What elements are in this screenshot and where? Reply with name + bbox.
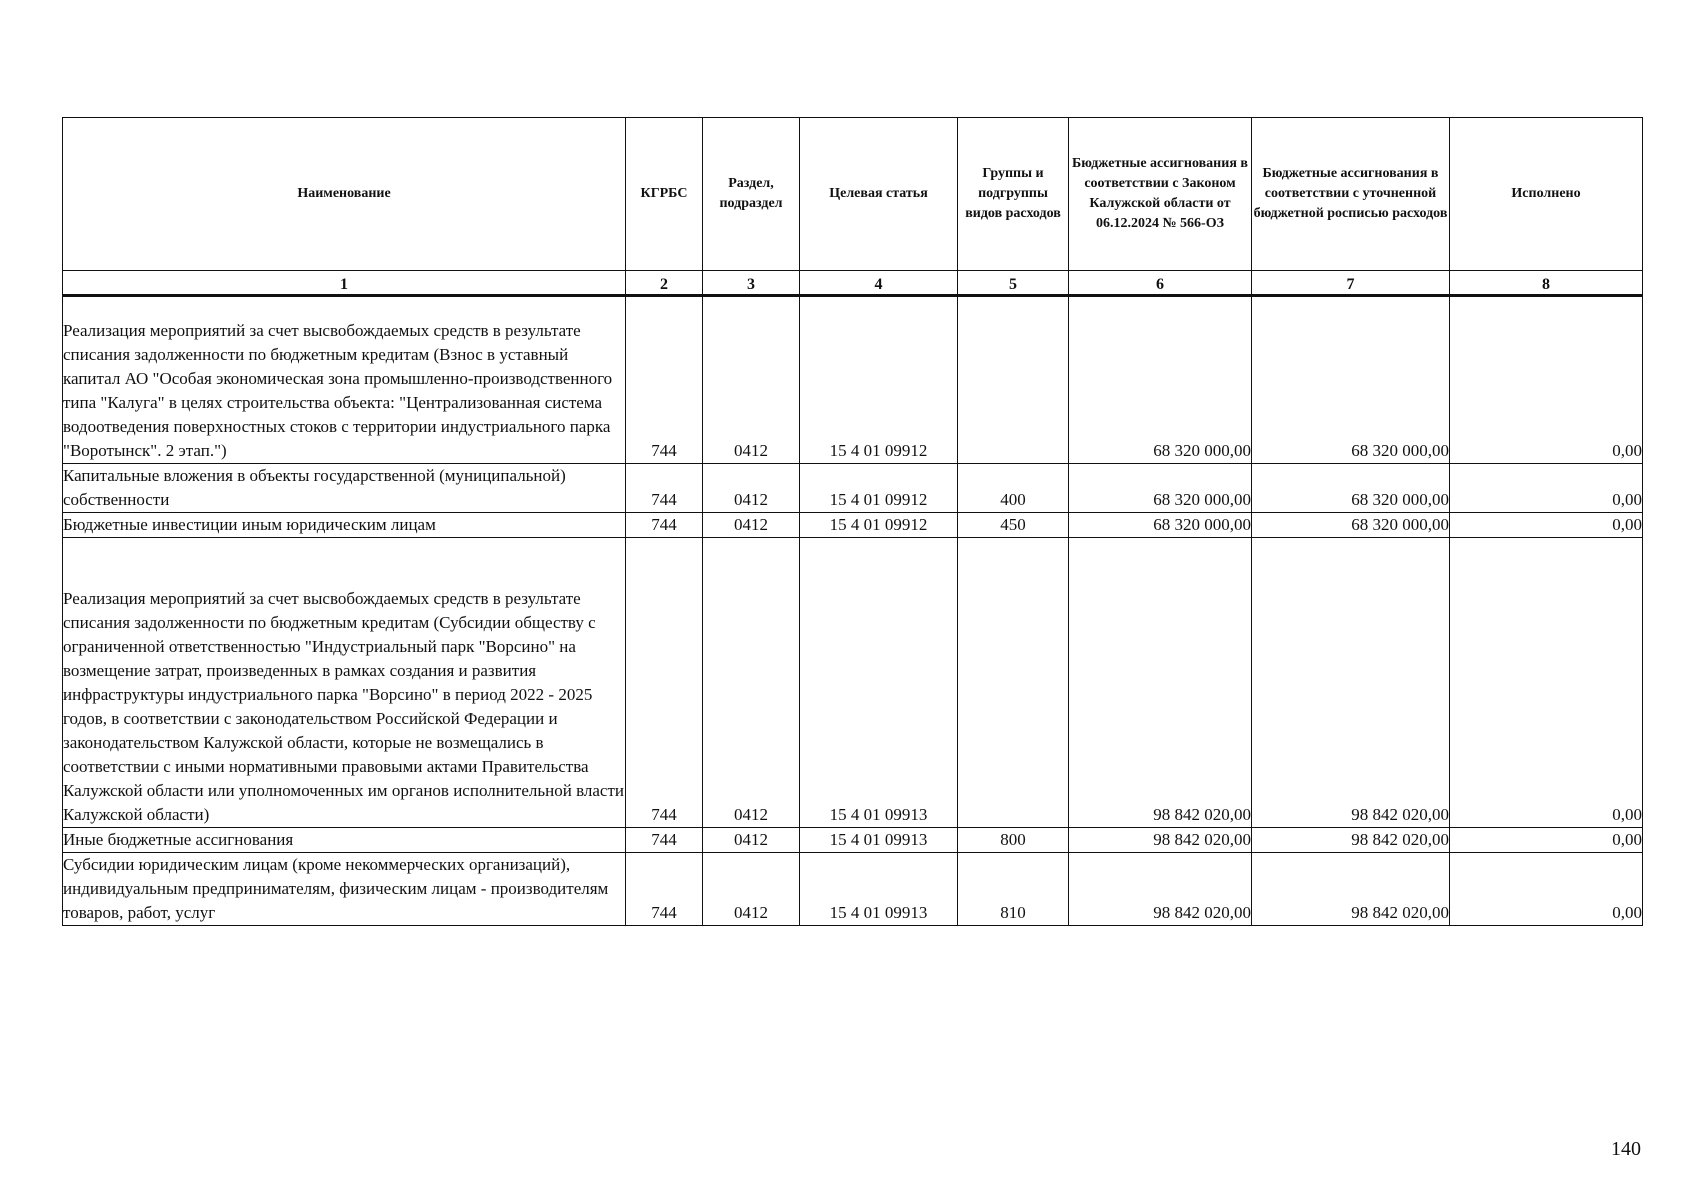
row-refined-amount: 68 320 000,00: [1252, 296, 1450, 464]
table-row: [63, 538, 1643, 828]
row-name: Реализация мероприятий за счет высвобождаемых средств в результате списания задолженности по бюджетным кредитам (Субсидии обществу с ограниченной ответственностью "Индустриальный парк "Ворсино" на возмещение затрат, произведенных в рамках создания и развития инфраструктуры индустриального парка "Ворсино" в период 2022 - 2025 годов, в соответствии с законодательством Российской Федерации и законодательством Калужской области, которые не возмещались в соответствии с иными нормативными правовыми актами Правительства Калужской области или уполномоченных им органов исполнительной власти Калужской области): [63, 538, 626, 828]
row-executed-amount: 0,00: [1450, 464, 1643, 513]
row-group: [958, 538, 1069, 828]
row-kgrbs: 744: [626, 828, 703, 853]
row-refined-amount: 68 320 000,00: [1252, 464, 1450, 513]
row-executed-amount: 0,00: [1450, 296, 1643, 464]
row-law-amount: 68 320 000,00: [1069, 513, 1252, 538]
row-section: 0412: [703, 296, 800, 464]
header-row: [63, 118, 1643, 271]
header-law-allocations: Бюджетные ассигнования в соответствии с Законом Калужской области от 06.12.2024 № 566-ОЗ: [1069, 118, 1252, 271]
row-name: Иные бюджетные ассигнования: [63, 828, 626, 853]
row-group: 800: [958, 828, 1069, 853]
column-number: 6: [1069, 271, 1252, 296]
table-row: [63, 828, 1643, 853]
row-group: [958, 296, 1069, 464]
column-number: 2: [626, 271, 703, 296]
row-kgrbs: 744: [626, 853, 703, 926]
page-number: 140: [1611, 1138, 1641, 1160]
header-name: Наименование: [63, 118, 626, 271]
row-refined-amount: 98 842 020,00: [1252, 538, 1450, 828]
table-row: [63, 464, 1643, 513]
row-kgrbs: 744: [626, 296, 703, 464]
row-group: 810: [958, 853, 1069, 926]
header-refined-allocations: Бюджетные ассигнования в соответствии с уточненной бюджетной росписью расходов: [1252, 118, 1450, 271]
table-row: [63, 513, 1643, 538]
row-law-amount: 68 320 000,00: [1069, 464, 1252, 513]
row-law-amount: 98 842 020,00: [1069, 828, 1252, 853]
column-number: 4: [800, 271, 958, 296]
row-executed-amount: 0,00: [1450, 538, 1643, 828]
header-section: Раздел, подраздел: [703, 118, 800, 271]
table-row: [63, 853, 1643, 926]
row-law-amount: 98 842 020,00: [1069, 538, 1252, 828]
header-groups: Группы и подгруппы видов расходов: [958, 118, 1069, 271]
column-number: 1: [63, 271, 626, 296]
row-section: 0412: [703, 538, 800, 828]
column-number: 8: [1450, 271, 1643, 296]
column-number: 3: [703, 271, 800, 296]
column-number: 7: [1252, 271, 1450, 296]
row-refined-amount: 98 842 020,00: [1252, 853, 1450, 926]
header-executed: Исполнено: [1450, 118, 1643, 271]
row-target: 15 4 01 09912: [800, 464, 958, 513]
budget-table: [62, 117, 1643, 926]
row-target: 15 4 01 09913: [800, 828, 958, 853]
row-target: 15 4 01 09912: [800, 296, 958, 464]
row-name: Капитальные вложения в объекты государственной (муниципальной) собственности: [63, 464, 626, 513]
row-law-amount: 68 320 000,00: [1069, 296, 1252, 464]
table-row: [63, 296, 1643, 464]
row-group: 450: [958, 513, 1069, 538]
row-executed-amount: 0,00: [1450, 513, 1643, 538]
row-target: 15 4 01 09913: [800, 538, 958, 828]
row-name: Реализация мероприятий за счет высвобождаемых средств в результате списания задолженности по бюджетным кредитам (Взнос в уставный капитал АО "Особая экономическая зона промышленно-производственного типа "Калуга" в целях строительства объекта: "Централизованная система водоотведения поверхностных стоков с территории индустриального парка "Воротынск". 2 этап."): [63, 296, 626, 464]
column-number-row: [63, 271, 1643, 296]
row-target: 15 4 01 09913: [800, 853, 958, 926]
row-refined-amount: 68 320 000,00: [1252, 513, 1450, 538]
row-executed-amount: 0,00: [1450, 853, 1643, 926]
row-name: Субсидии юридическим лицам (кроме некоммерческих организаций), индивидуальным предпринимателям, физическим лицам - производителям товаров, работ, услуг: [63, 853, 626, 926]
row-section: 0412: [703, 464, 800, 513]
header-target: Целевая статья: [800, 118, 958, 271]
row-section: 0412: [703, 853, 800, 926]
row-target: 15 4 01 09912: [800, 513, 958, 538]
row-law-amount: 98 842 020,00: [1069, 853, 1252, 926]
row-kgrbs: 744: [626, 513, 703, 538]
row-refined-amount: 98 842 020,00: [1252, 828, 1450, 853]
column-number: 5: [958, 271, 1069, 296]
row-executed-amount: 0,00: [1450, 828, 1643, 853]
row-section: 0412: [703, 828, 800, 853]
header-kgrbs: КГРБС: [626, 118, 703, 271]
row-kgrbs: 744: [626, 464, 703, 513]
row-section: 0412: [703, 513, 800, 538]
row-name: Бюджетные инвестиции иным юридическим лицам: [63, 513, 626, 538]
row-group: 400: [958, 464, 1069, 513]
row-kgrbs: 744: [626, 538, 703, 828]
